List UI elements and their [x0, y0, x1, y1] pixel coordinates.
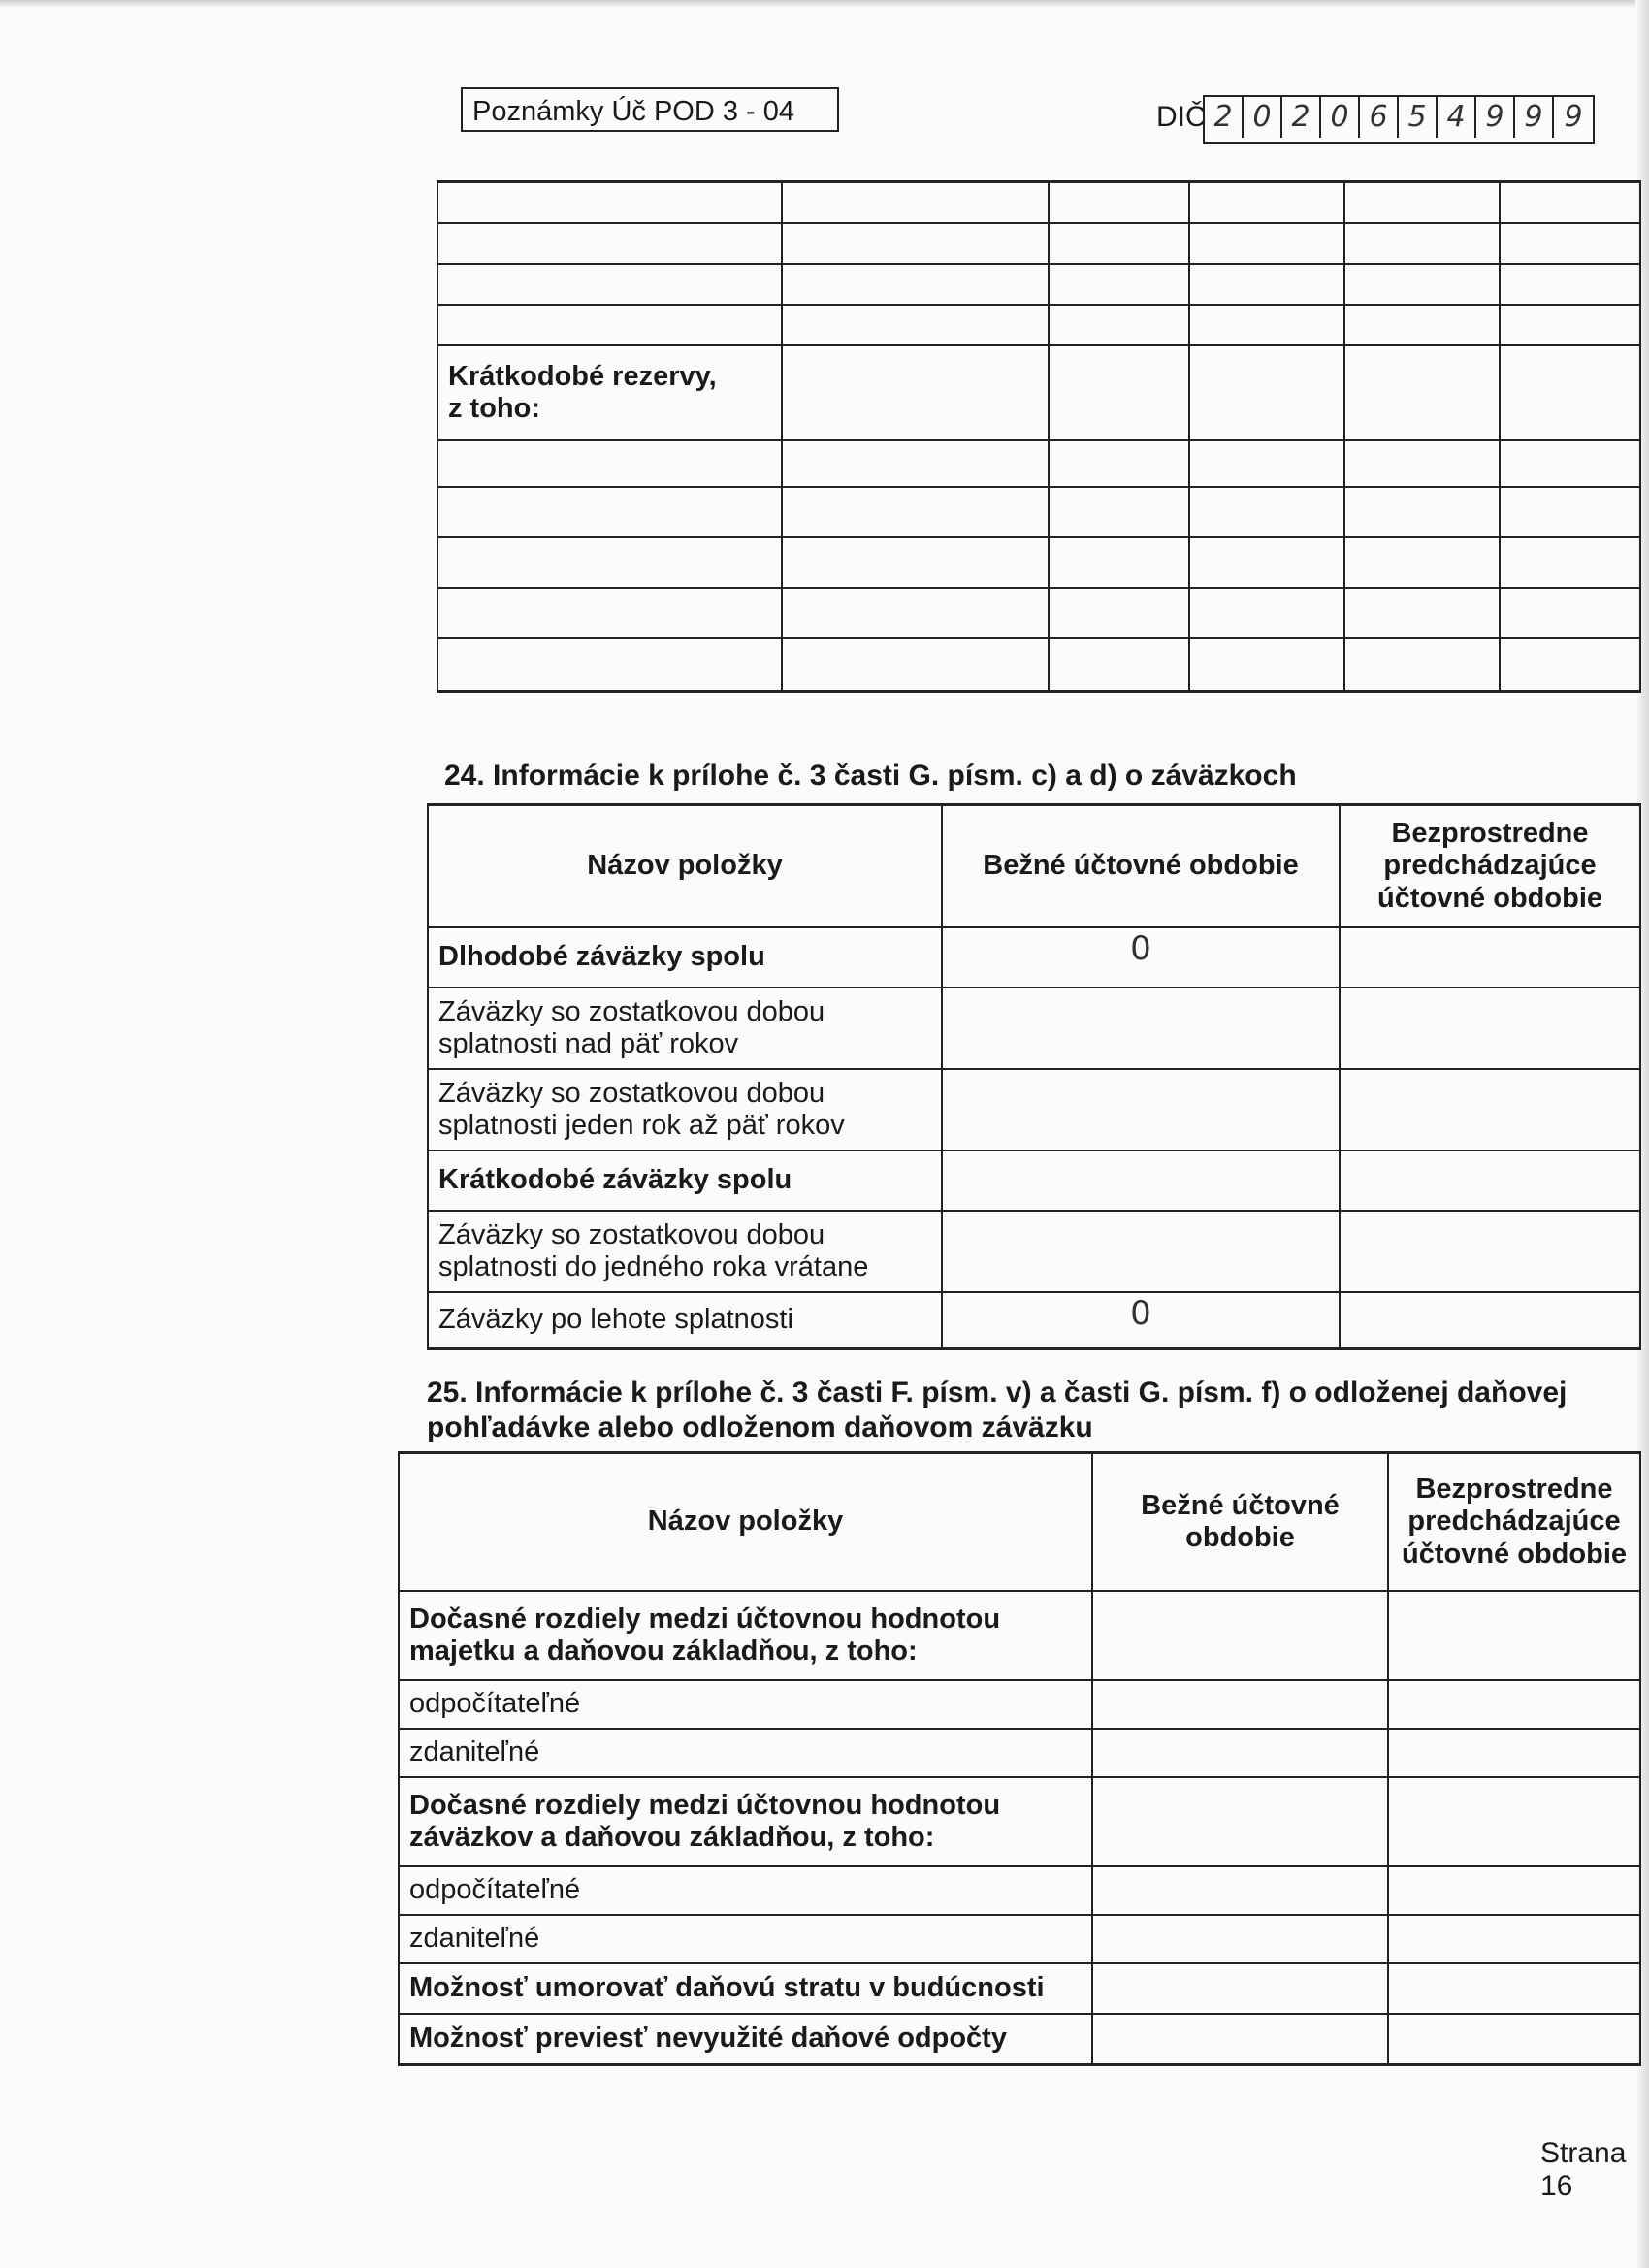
- value-current: [942, 1211, 1340, 1292]
- row-label: zdaniteľné: [399, 1729, 1092, 1777]
- table-row: [437, 182, 1640, 224]
- row-label: odpočítateľné: [399, 1866, 1092, 1915]
- liabilities-table: [427, 803, 1641, 1350]
- table-row: [437, 487, 1640, 537]
- value-current: [942, 988, 1340, 1069]
- col-header-current: Bežné účtovné obdobie: [1092, 1453, 1388, 1592]
- table-row: [437, 440, 1640, 487]
- value-previous: [1340, 1069, 1640, 1150]
- col-header-name: Názov položky: [428, 805, 942, 928]
- row-label: Dočasné rozdiely medzi účtovnou hodnotou majetku a daňovou základňou, z toho:: [399, 1591, 1092, 1680]
- value-previous: [1340, 1150, 1640, 1211]
- value-previous: [1340, 988, 1640, 1069]
- dic-digit: 9: [1476, 97, 1515, 138]
- table-row: [428, 805, 1640, 928]
- row-label: Dlhodobé záväzky spolu: [428, 927, 942, 988]
- table-row: [428, 1069, 1640, 1150]
- col-header-name: Názov položky: [399, 1453, 1092, 1592]
- table-row: [437, 223, 1640, 264]
- row-label: Možnosť previesť nevyužité daňové odpočty: [399, 2014, 1092, 2065]
- dic-number: [1203, 95, 1595, 144]
- table-row: [399, 1680, 1640, 1729]
- row-label: Dočasné rozdiely medzi účtovnou hodnotou záväzkov a daňovou základňou, z toho:: [399, 1777, 1092, 1866]
- value-current: [942, 1150, 1340, 1211]
- row-label: Možnosť umorovať daňovú stratu v budúcnosti: [399, 1963, 1092, 2014]
- table-row: [399, 1866, 1640, 1915]
- row-label: Záväzky so zostatkovou dobou splatnosti do jedného roka vrátane: [428, 1211, 942, 1292]
- dic-digit: 0: [1244, 97, 1282, 138]
- row-label: odpočítateľné: [399, 1680, 1092, 1729]
- section-25-title: 25. Informácie k prílohe č. 3 časti F. písm. v) a časti G. písm. f) o odloženej daňovej pohľadávke alebo odloženom daňovom záväzku: [427, 1377, 1568, 1443]
- dic-digit: 6: [1360, 97, 1399, 138]
- dic-digit: 9: [1564, 100, 1583, 134]
- table-row: [428, 1150, 1640, 1211]
- value-current: 0: [942, 927, 1340, 988]
- row-label: Krátkodobé záväzky spolu: [428, 1150, 942, 1211]
- dic-digit: 0: [1321, 97, 1360, 138]
- dic-digit: 2: [1282, 97, 1321, 138]
- table-row: [437, 588, 1640, 638]
- table-row: [428, 1292, 1640, 1349]
- dic-digit: 5: [1399, 97, 1438, 138]
- table-row: [428, 1211, 1640, 1292]
- row-label: zdaniteľné: [399, 1915, 1092, 1963]
- table-row: [428, 988, 1640, 1069]
- table-row: [399, 1453, 1640, 1592]
- col-header-previous: Bezprostredne predchádzajúce účtovné obdobie: [1388, 1453, 1640, 1592]
- table-row: [437, 264, 1640, 305]
- dic-digit: 4: [1438, 97, 1476, 138]
- value-previous: [1340, 927, 1640, 988]
- row-label: Záväzky so zostatkovou dobou splatnosti jeden rok až päť rokov: [428, 1069, 942, 1150]
- section-24-title: 24. Informácie k prílohe č. 3 časti G. písm. c) a d) o záväzkoch: [444, 760, 1297, 792]
- scan-edge-top: [0, 0, 1649, 8]
- row-label: Záväzky po lehote splatnosti: [428, 1292, 942, 1349]
- col-header-current: Bežné účtovné obdobie: [942, 805, 1340, 928]
- table-row: [399, 1963, 1640, 2014]
- value-previous: [1340, 1211, 1640, 1292]
- table-row: [399, 2014, 1640, 2065]
- col-header-previous: Bezprostredne predchádzajúce účtovné obdobie: [1340, 805, 1640, 928]
- short-term-reserves-label: Krátkodobé rezervy, z toho:: [437, 345, 782, 440]
- table-row: [437, 638, 1640, 692]
- deferred-tax-table: [398, 1451, 1641, 2066]
- value-previous: [1340, 1292, 1640, 1349]
- dic-digit: 2: [1205, 97, 1244, 138]
- row-label: Záväzky so zostatkovou dobou splatnosti nad päť rokov: [428, 988, 942, 1069]
- dic-digit: 9: [1515, 97, 1554, 138]
- page-number: Strana 16: [1540, 2137, 1627, 2202]
- table-row: [437, 305, 1640, 345]
- table-row: [428, 927, 1640, 988]
- table-row: [399, 1777, 1640, 1866]
- form-label: Poznámky Úč POD 3 - 04: [461, 87, 839, 132]
- table-row: [437, 537, 1640, 588]
- value-current: 0: [942, 1292, 1340, 1349]
- table-row: [437, 345, 1640, 440]
- table-row: [399, 1729, 1640, 1777]
- value-current: [942, 1069, 1340, 1150]
- table-row: [399, 1591, 1640, 1680]
- table-row: [399, 1915, 1640, 1963]
- reserves-table: [436, 180, 1641, 693]
- dic-label: DIČ: [1156, 101, 1207, 133]
